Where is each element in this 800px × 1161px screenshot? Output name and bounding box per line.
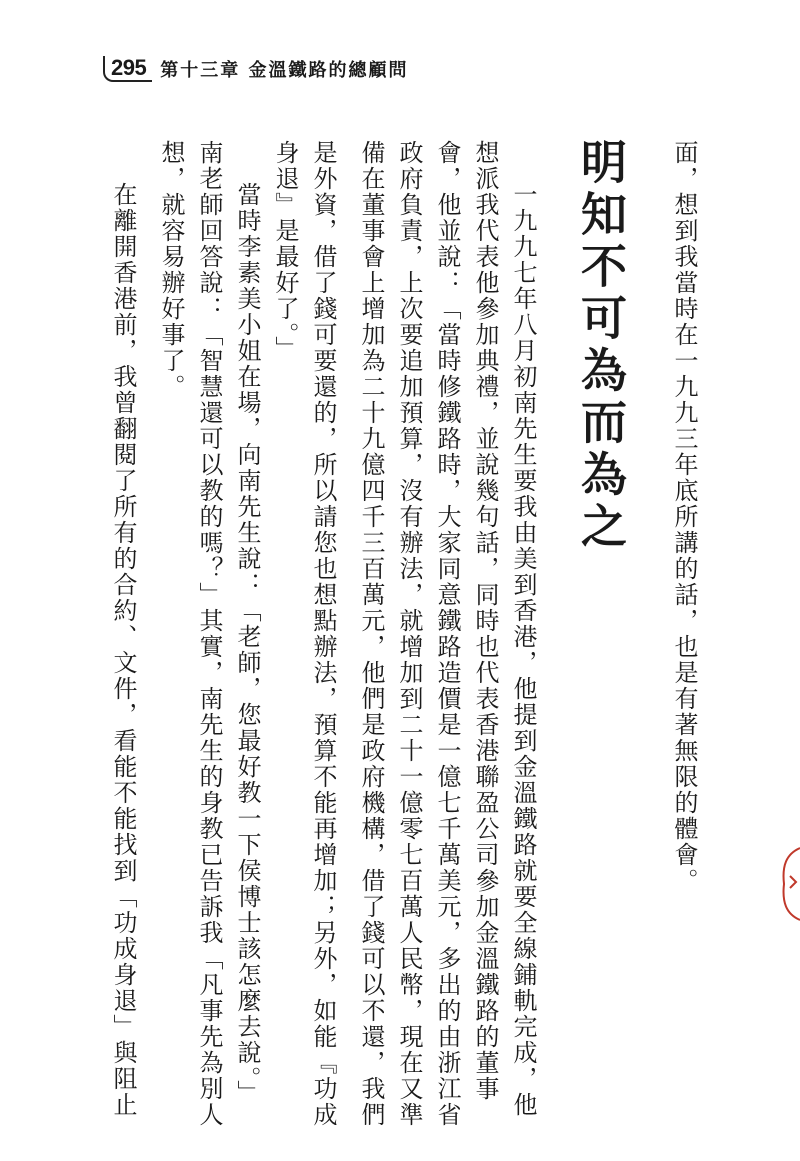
text-column-5: 政府負責，上次要追加預算，沒有辦法，就增加到二十一億零七百萬人民幣，現在又準 bbox=[395, 140, 423, 1128]
text-column-12: 在離開香港前，我曾翻閱了所有的合約、文件，看能不能找到「功成身退」與阻止 bbox=[109, 182, 137, 1118]
text-column-4: 會，他並說：「當時修鐵路時，大家同意鐵路造價是一億七千萬美元，多出的由浙江省 bbox=[433, 140, 461, 1128]
text-column-7: 是外資，借了錢可要還的，所以請您也想點辦法，預算不能再增加；另外，如能『功成 bbox=[309, 140, 337, 1128]
text-column-1: 面，想到我當時在一九九三年底所講的話，也是有著無限的體會。 bbox=[670, 140, 698, 894]
text-column-11: 想，就容易辦好事了。 bbox=[157, 140, 185, 400]
text-column-10: 南老師回答說：「智慧還可以教的嗎？」其實，南先生的身教已告訴我「凡事先為別人 bbox=[195, 140, 223, 1128]
page-number: 295 bbox=[103, 56, 152, 82]
text-column-2: 一九九七年八月初南先生要我由美到香港，他提到金溫鐵路就要全線鋪軌完成，他 bbox=[509, 182, 537, 1118]
text-column-9: 當時李素美小姐在場，向南先生說：「老師，您最好教一下侯博士該怎麼去說。」 bbox=[233, 182, 261, 1106]
section-heading: 明知不可為而為之 bbox=[574, 138, 628, 554]
text-column-8: 身退』是最好了。」 bbox=[271, 140, 299, 362]
text-column-6: 備在董事會上增加為二十九億四千三百萬元，他們是政府機構，借了錢可以不還，我們 bbox=[357, 140, 385, 1128]
text-column-3: 想派我代表他參加典禮，並說幾句話，同時也代表香港聯盈公司參加金溫鐵路的董事 bbox=[471, 140, 499, 1102]
page-edge-mark bbox=[778, 846, 800, 922]
chapter-title: 第十三章 金溫鐵路的總顧問 bbox=[160, 60, 409, 81]
